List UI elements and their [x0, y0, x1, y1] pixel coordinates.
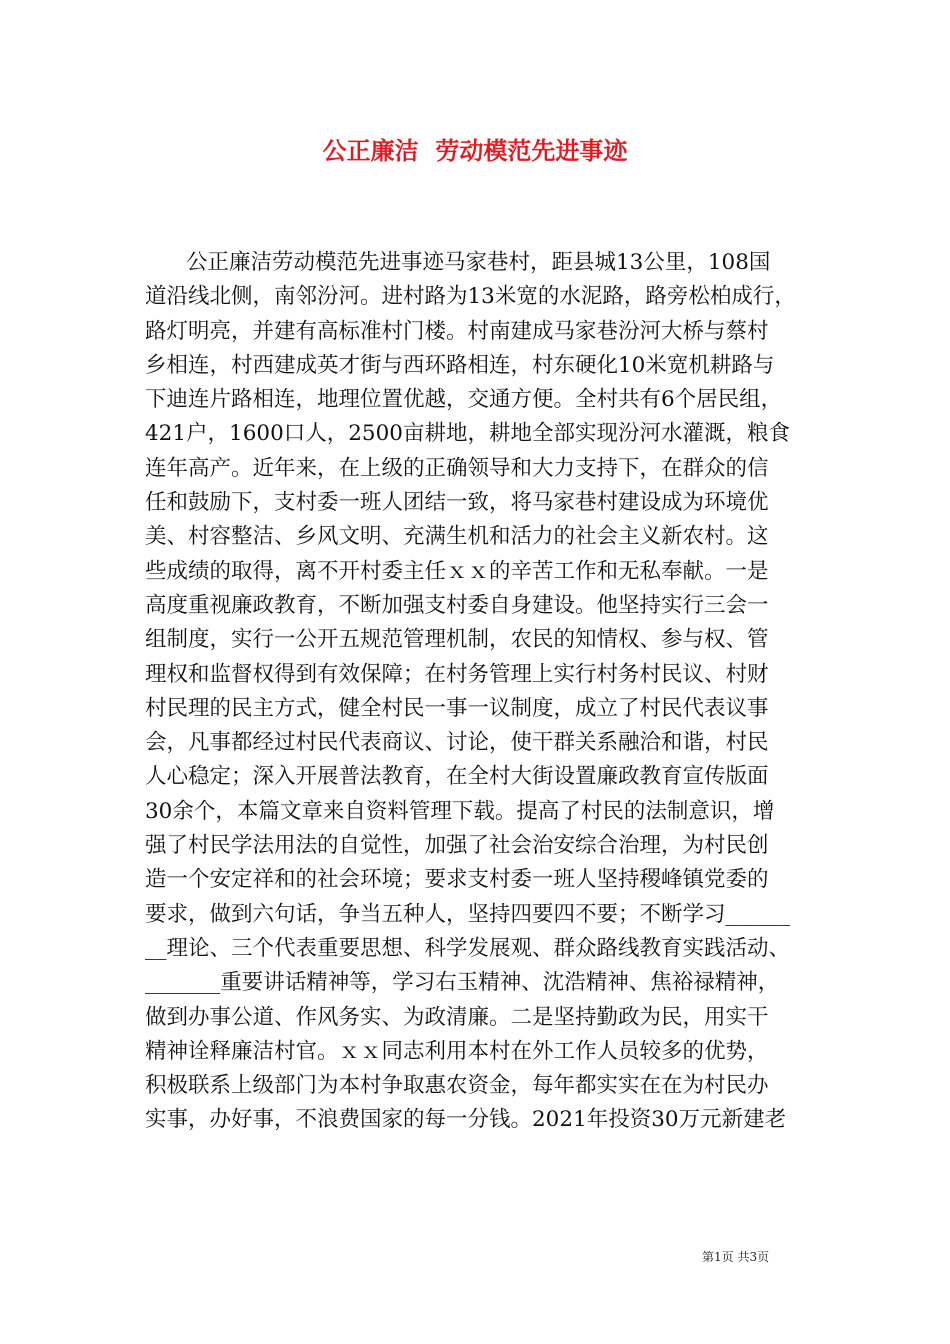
- document-title: 公正廉洁 劳动模范先进事迹: [322, 136, 628, 165]
- body-line: 30余个，本篇文章来自资料管理下载。提高了村民的法制意识，增: [145, 798, 775, 824]
- body-line: 实事，办好事，不浪费国家的每一分钱。2021年投资30万元新建老: [145, 1107, 787, 1133]
- page-number: 第1页 共3页: [702, 1250, 770, 1264]
- body-line: 美、村容整洁、乡风文明、充满生机和活力的社会主义新农村。这: [145, 524, 769, 550]
- body-line: 路灯明亮，并建有高标准村门楼。村南建成马家巷汾河大桥与蔡村: [145, 318, 769, 344]
- body-line: 些成绩的取得，离不开村委主任ｘｘ的辛苦工作和无私奉献。一是: [145, 558, 769, 584]
- body-line: 造一个安定祥和的社会环境；要求支村委一班人坚持稷峰镇党委的: [145, 867, 769, 893]
- body-line: 乡相连，村西建成英才街与西环路相连，村东硬化10米宽机耕路与: [145, 352, 775, 378]
- body-line: 421户，1600口人，2500亩耕地，耕地全部实现汾河水灌溉，粮食: [145, 421, 790, 447]
- body-line: 做到办事公道、作风务实、为政清廉。二是坚持勤政为民，用实干: [145, 1004, 769, 1030]
- body-line: 要求，做到六句话，争当五种人，坚持四要四不要；不断学习______: [145, 901, 791, 927]
- body-line: 积极联系上级部门为本村争取惠农资金，每年都实实在在为村民办: [145, 1073, 769, 1099]
- body-line: 道沿线北侧，南邻汾河。进村路为13米宽的水泥路，路旁松柏成行，: [145, 284, 796, 310]
- body-line: 高度重视廉政教育，不断加强支村委自身建设。他坚持实行三会一: [145, 592, 769, 618]
- body-line: 村民理的民主方式，健全村民一事一议制度，成立了村民代表议事: [145, 695, 769, 721]
- document-body: [145, 246, 810, 1138]
- body-line: 人心稳定；深入开展普法教育，在全村大街设置廉政教育宣传版面: [145, 764, 769, 790]
- body-line: 精神诠释廉洁村官。ｘｘ同志利用本村在外工作人员较多的优势，: [145, 1038, 769, 1064]
- body-line: 下迪连片路相连，地理位置优越，交通方便。全村共有6个居民组，: [145, 387, 783, 413]
- body-line: 组制度，实行一公开五规范管理机制，农民的知情权、参与权、管: [145, 627, 769, 653]
- body-line: 任和鼓励下，支村委一班人团结一致，将马家巷村建设成为环境优: [145, 490, 769, 516]
- body-line: 连年高产。近年来，在上级的正确领导和大力支持下，在群众的信: [145, 455, 769, 481]
- body-line: _______重要讲话精神等，学习右玉精神、沈浩精神、焦裕禄精神，: [145, 970, 780, 996]
- body-line: 理权和监督权得到有效保障；在村务管理上实行村务村民议、村财: [145, 661, 769, 687]
- body-line: __理论、三个代表重要思想、科学发展观、群众路线教育实践活动、: [145, 935, 791, 961]
- body-line: 强了村民学法用法的自觉性，加强了社会治安综合治理，为村民创: [145, 833, 769, 859]
- body-line: 会，凡事都经过村民代表商议、讨论，使干群关系融洽和谐，村民: [145, 730, 769, 756]
- body-line: 公正廉洁劳动模范先进事迹马家巷村，距县城13公里，108国: [145, 250, 771, 275]
